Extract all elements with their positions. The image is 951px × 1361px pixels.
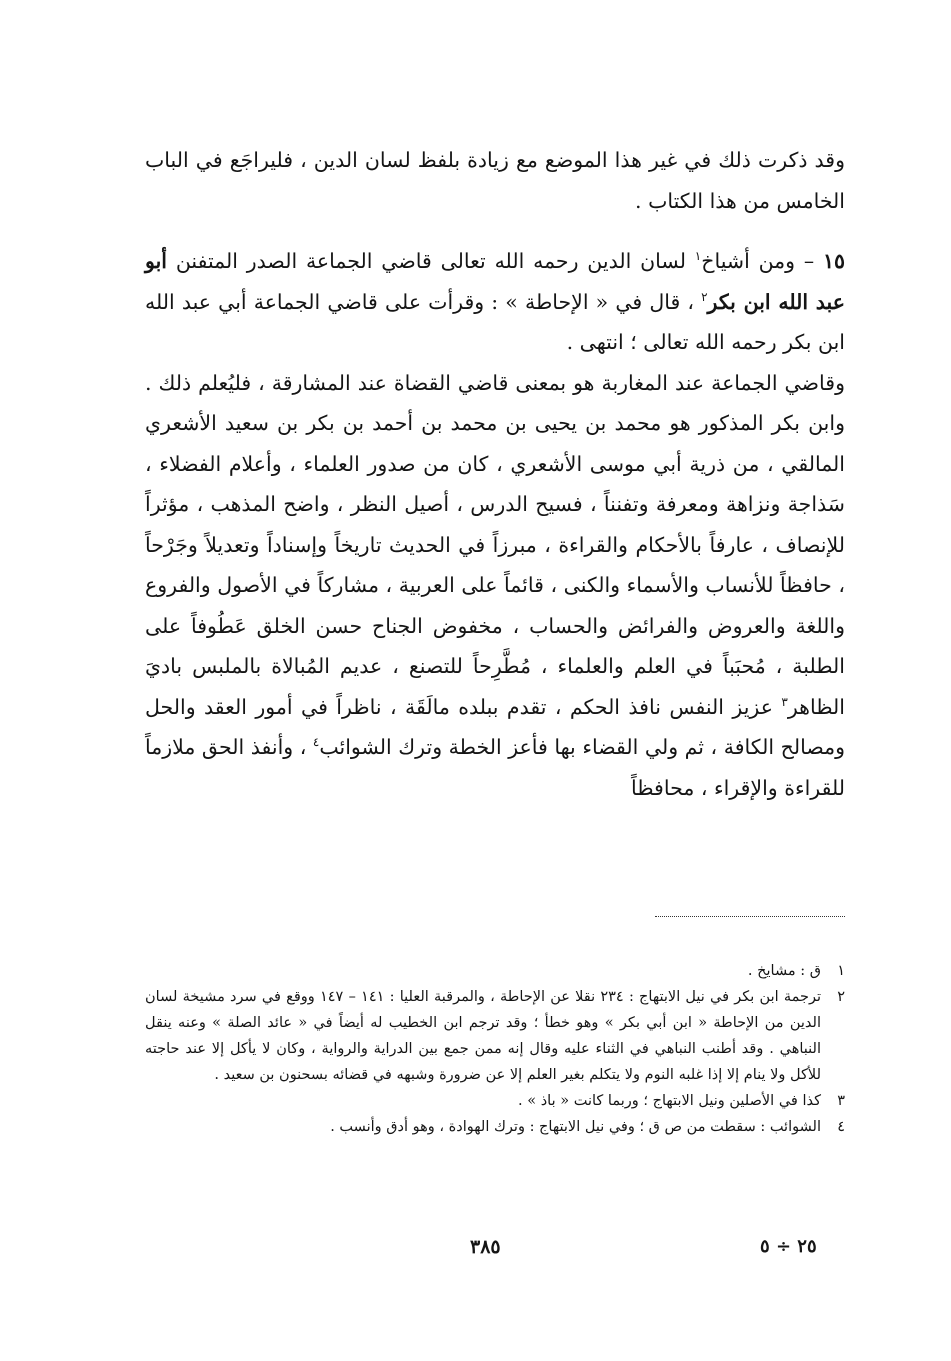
entry-paragraph (145, 241, 845, 363)
footnote-number: ١ (837, 963, 845, 979)
bio-text-c: ، وأنفذ الحق ملازماً للقراءة والإقراء ، محافظاً (145, 735, 845, 800)
footnote-ref-2: ٢ (701, 289, 708, 304)
bio-paragraph (145, 363, 845, 809)
entry-dash: – (803, 249, 815, 273)
main-text (145, 140, 845, 808)
entry-number: ١٥ (822, 249, 845, 273)
scholar-name: أبو عبد الله ابن بكر (145, 249, 845, 314)
footnote-text: ترجمة ابن بكر في نيل الابتهاج : ٢٣٤ نقلا عن الإحاطة ، والمرقبة العليا : ١٤١ – ١٤٧ ووقع في سرد مشيخة لسان الدين من الإحاطة « ابن أبي بكر » وهو خطأ ؛ وقد ترجم ابن الخطيب له أيضاً في « عائد الصلة » وعنه ينقل النباهي . وقد أطنب النباهي في الثناء عليه وقال إنه ممن جمع بين الدراية والرواية ، وكان لا يأكل إلا عند حاجته للأكل ولا ينام إلا إذا غلبه النوم ولا يتكلم بغير العلم إلا عن ضرورة وشبهه في قضائه بسحنون بن سعيد . (145, 989, 822, 1083)
footnote-text: الشوائب : سقطت من ص ق ؛ وفي نيل الابتهاج : وترك الهوادة ، وهو أدق وأنسب . (330, 1119, 821, 1135)
entry-text-c: ، قال في « الإحاطة » : وقرأت على قاضي الجماعة أبي عبد الله ابن بكر رحمه الله تعالى ؛ انتهى . (145, 289, 845, 354)
paragraph-gap (145, 221, 845, 241)
intro-paragraph: وقد ذكرت ذلك في غير هذا الموضع مع زيادة بلفظ لسان الدين ، فليراجَع في الباب الخامس من هذا الكتاب . (145, 148, 845, 213)
printer-signature: ٢٥ ÷ ٥ (760, 1236, 817, 1257)
footnote-ref-4: ٤ (312, 735, 320, 750)
bio-text-b: عزيز النفس نافذ الحكم ، تقدم ببلده مالَقَة ، ناظراً في أمور العقد والحل ومصالح الكافة ، ثم ولي القضاء بها فأعز الخطة وترك الشوائب (145, 694, 845, 759)
footnote-number: ٢ (837, 989, 845, 1005)
entry-text-b: لسان الدين رحمه الله تعالى قاضي الجماعة الصدر المتفنن (175, 249, 686, 273)
footnote-ref-3: ٣ (781, 694, 788, 709)
bio-text-a: وقاضي الجماعة عند المغاربة هو بمعنى قاضي القضاة عند المشارقة ، فليُعلم ذلك . وابن بكر المذكور هو محمد بن يحيى بن محمد بن أحمد بن بكر بن سعيد الأشعري المالقي ، من ذرية أبي موسى الأشعري ، كان من صدور العلماء ، وأعلام الفضلاء ، سَذاجة ونزاهة ومعرفة وتفنناً ، فسيح الدرس ، أصيل النظر ، واضح المذهب ، مؤثراً للإنصاف ، عارفاً بالأحكام والقراءة ، مبرزاً في الحديث تاريخاً وإسناداً وتعديلاً وجَرْحاً ، حافظاً للأنساب والأسماء والكنى ، قائماً على العربية ، مشاركاً في الأصول والفروع واللغة والعروض والفرائض والحساب ، مخفوض الجناح حسن الخلق عَطُوفاً على الطلبة ، مُحبَباً في العلم والعلماء ، مُطَّرِحاً للتصنع ، عديم المُبالاة بالملبس باديَ الظاهر (145, 370, 845, 719)
footnote (145, 1088, 845, 1114)
footnote-ref-1: ١ (694, 249, 702, 264)
footnote-text: ق : مشايخ . (747, 963, 821, 979)
footnote (145, 984, 845, 1088)
footnotes (145, 958, 845, 1140)
footnote-number: ٣ (837, 1093, 845, 1109)
footnote-text: كذا في الأصلين ونيل الابتهاج ؛ وربما كانت « باذ » . (518, 1093, 821, 1109)
footnote-divider (655, 916, 845, 917)
footnote-number: ٤ (837, 1119, 845, 1135)
page-number: ٣٨٥ (470, 1236, 501, 1258)
footnote (145, 958, 845, 984)
entry-text-a: ومن أشياخ (701, 249, 796, 273)
footnote (145, 1114, 845, 1140)
